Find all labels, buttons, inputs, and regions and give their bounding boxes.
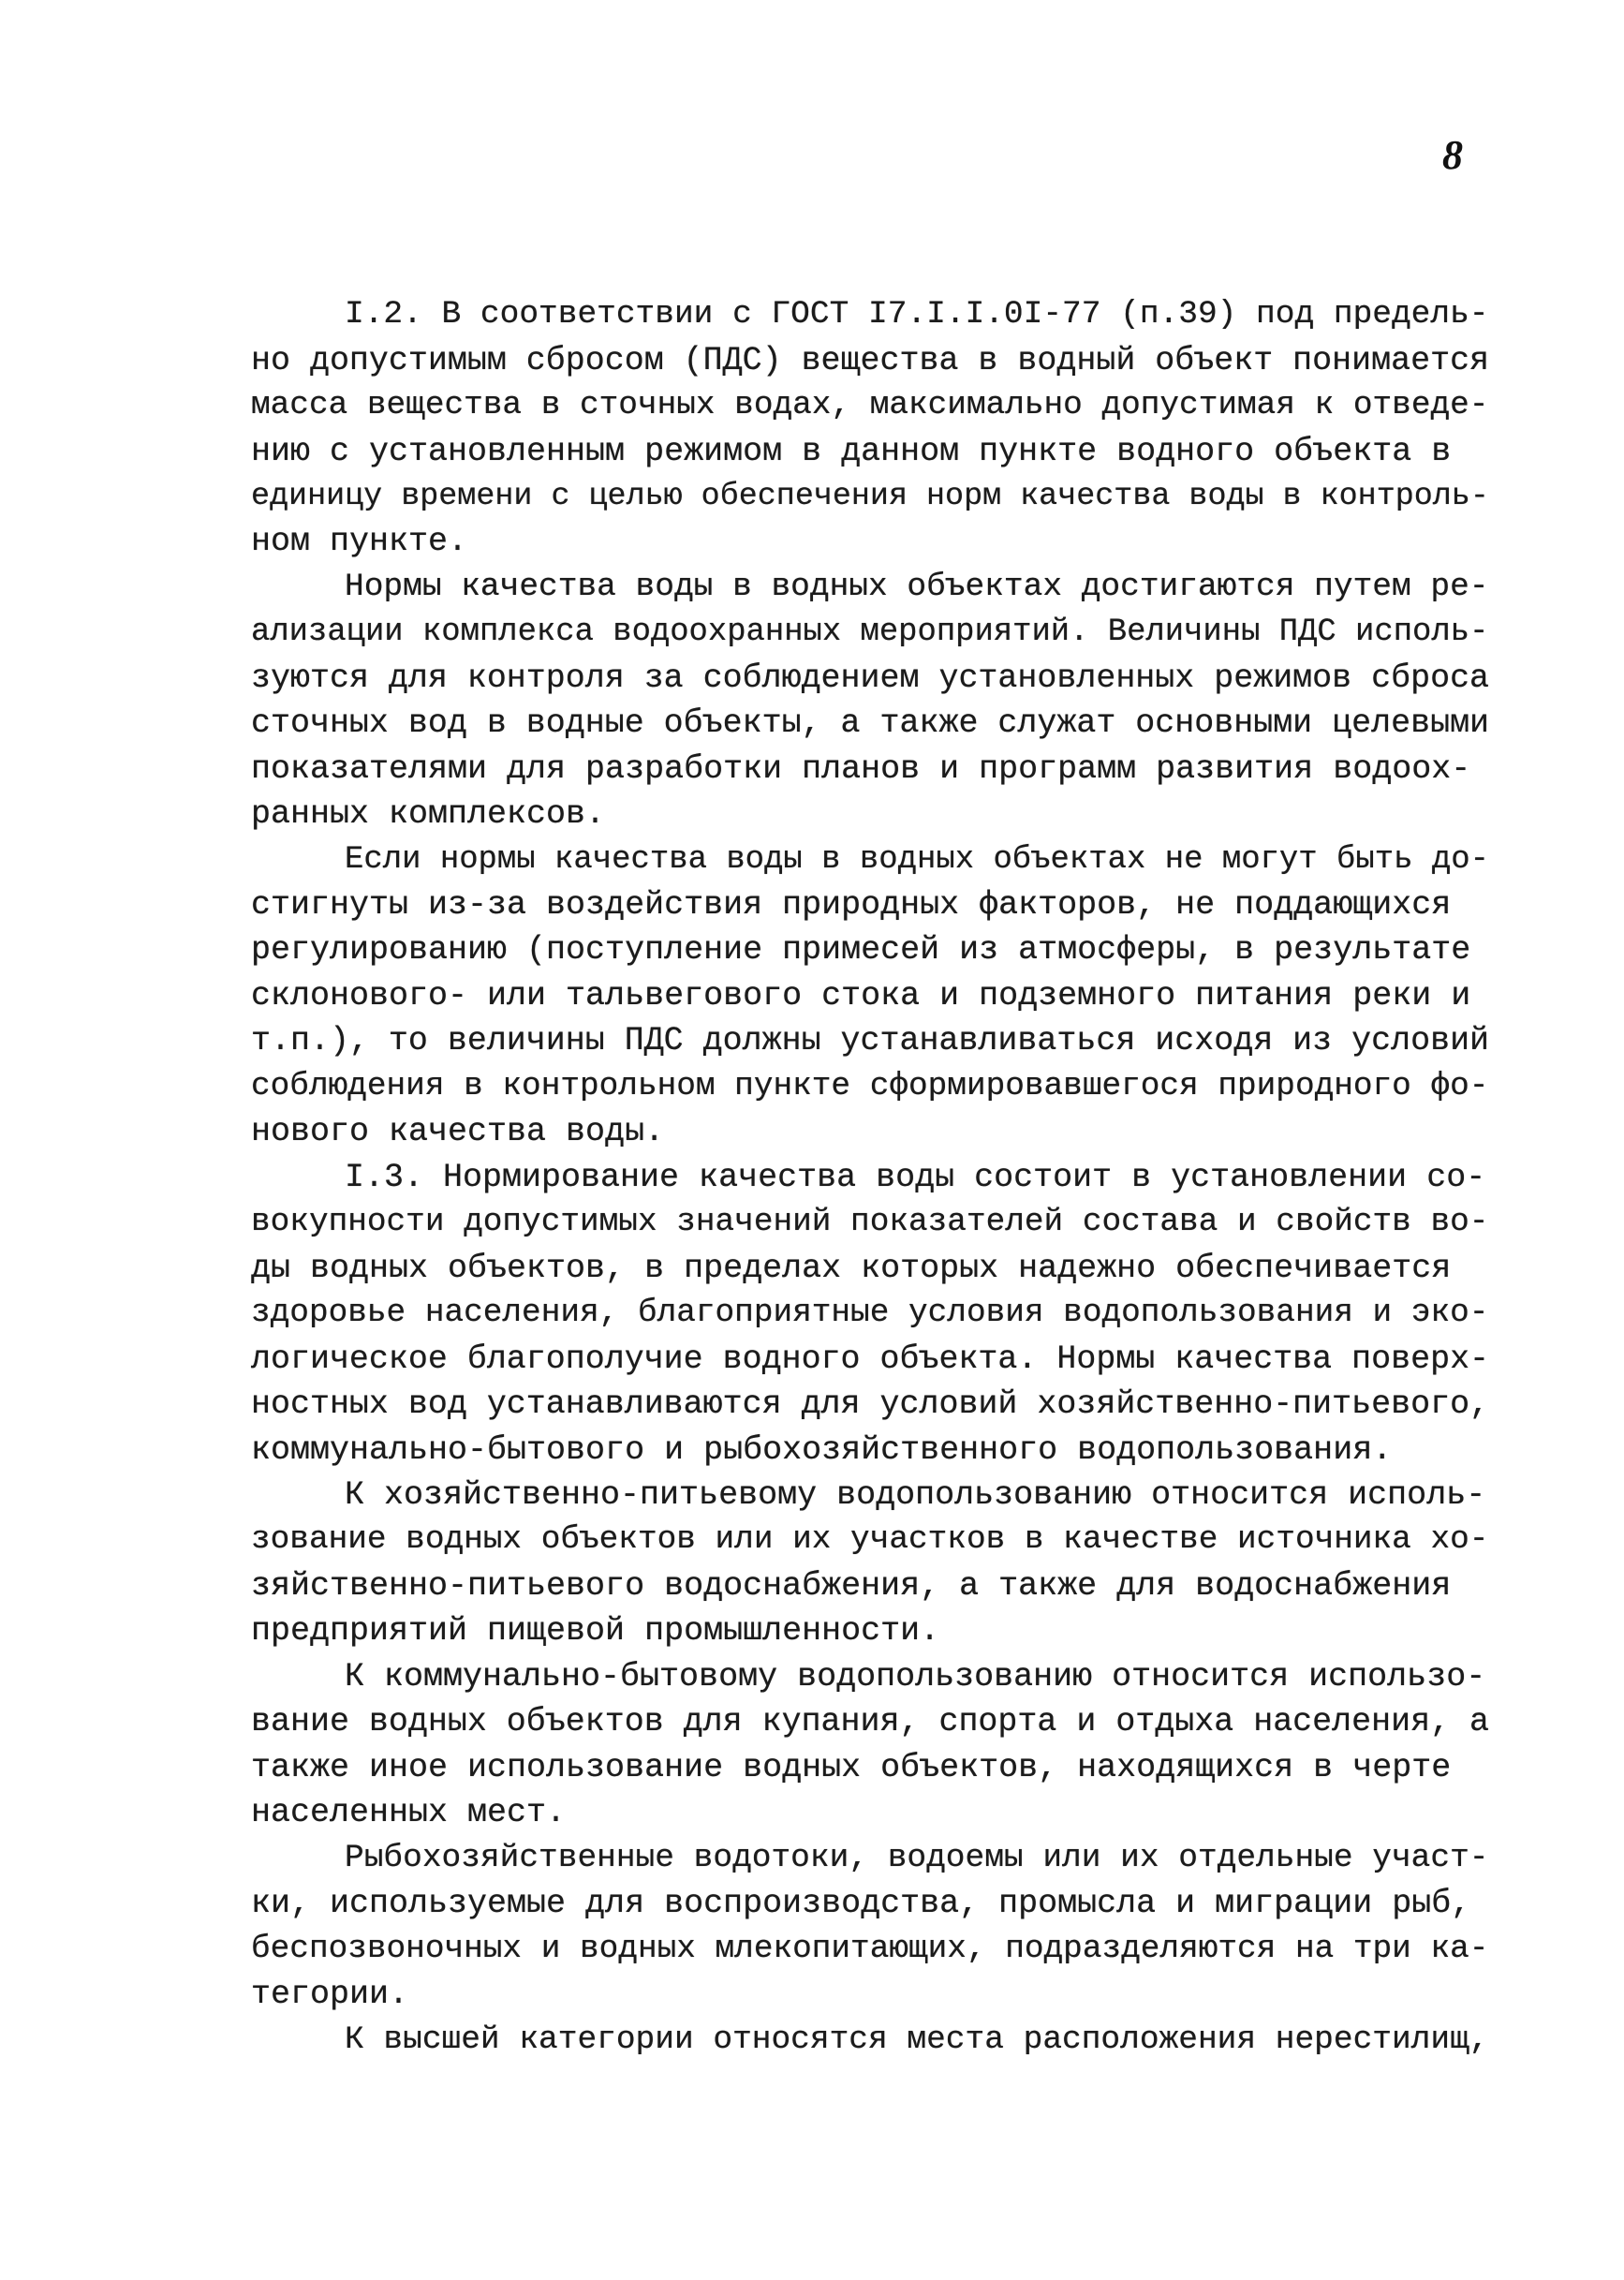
text-line: нию с установленным режимом в данном пункте водного объекта в (251, 433, 1452, 470)
text-line: логическое благополучие водного объекта. Нормы качества поверх- (251, 1340, 1490, 1378)
text-line: зуются для контроля за соблюдением установленных режимов сброса (251, 659, 1490, 697)
text-line: но допустимым сбросом (ПДС) вещества в водный объект понимается (251, 342, 1490, 379)
paragraph-first-line: Если нормы качества воды в водных объектах не могут быть до- (345, 842, 1489, 878)
text-line: ном пункте. (251, 523, 468, 560)
text-line: вокупности допустимых значений показателей состава и свойств во- (251, 1204, 1489, 1240)
text-line: склонового- или тальвегового стока и подземного питания реки и (251, 977, 1471, 1014)
text-line: ранных комплексов. (251, 795, 606, 833)
text-line: ализации комплекса водоохранных мероприятий. Величины ПДС исполь- (251, 614, 1489, 650)
paragraph-first-line: К высшей категории относятся места расположения нерестилищ, (345, 2021, 1489, 2058)
paragraph-first-line: Рыбохозяйственные водотоки, водоемы или их отдельные участ- (345, 1840, 1489, 1876)
text-line: ностных вод устанавливаются для условий хозяйственно-питьевого, (251, 1385, 1490, 1423)
paragraph-first-line: К хозяйственно-питьевому водопользованию относится исполь- (345, 1476, 1486, 1514)
text-line: зяйственно-питьевого водоснабжения, а также для водоснабжения (251, 1567, 1452, 1605)
text-line: зование водных объектов или их участков в качестве источника хо- (251, 1521, 1489, 1558)
text-line: т.п.), то величины ПДС должны устанавливаться исходя из условий (251, 1022, 1490, 1059)
page-number: 8 (1442, 132, 1463, 178)
text-line: вание водных объектов для купания, спорта и отдыха населения, а (251, 1703, 1490, 1740)
paragraph-first-line: Нормы качества воды в водных объектах достигаются путем ре- (345, 569, 1489, 605)
text-line: стигнуты из-за воздействия природных факторов, не поддающихся (251, 886, 1452, 924)
text-line: регулированию (поступление примесей из атмосферы, в результате (251, 931, 1471, 969)
text-line: предприятий пищевой промышленности. (251, 1612, 940, 1650)
text-line: коммунально-бытового и рыбохозяйственного водопользования. (251, 1431, 1393, 1469)
text-line: ки, используемые для воспроизводства, промысла и миграции рыб, (251, 1885, 1471, 1922)
text-line: также иное использование водных объектов, находящихся в черте (251, 1749, 1452, 1786)
text-line: соблюдения в контрольном пункте сформировавшегося природного фо- (251, 1068, 1489, 1104)
text-line: масса вещества в сточных водах, максимально допустимая к отведе- (251, 387, 1489, 423)
text-line: тегории. (251, 1976, 409, 2013)
text-line: сточных вод в водные объекты, а также служат основными целевыми (251, 704, 1490, 742)
text-line: здоровье населения, благоприятные условия водопользования и эко- (251, 1295, 1489, 1331)
paragraph-first-line: К коммунально-бытовому водопользованию относится использо- (345, 1658, 1486, 1695)
paragraph-first-line: I.3. Нормирование качества воды состоит в установлении со- (345, 1159, 1486, 1196)
text-line: населенных мест. (251, 1794, 567, 1831)
paragraph-first-line: I.2. В соответствии с ГОСТ I7.I.I.0I-77 (п.39) под предель- (345, 296, 1489, 333)
text-line: беспозвоночных и водных млекопитающих, подразделяются на три ка- (251, 1931, 1489, 1967)
text-line: ды водных объектов, в пределах которых надежно обеспечивается (251, 1250, 1452, 1287)
text-line: нового качества воды. (251, 1113, 665, 1150)
text-line: единицу времени с целью обеспечения норм качества воды в контроль- (251, 479, 1489, 514)
text-line: показателями для разработки планов и программ развития водоох- (251, 750, 1471, 788)
